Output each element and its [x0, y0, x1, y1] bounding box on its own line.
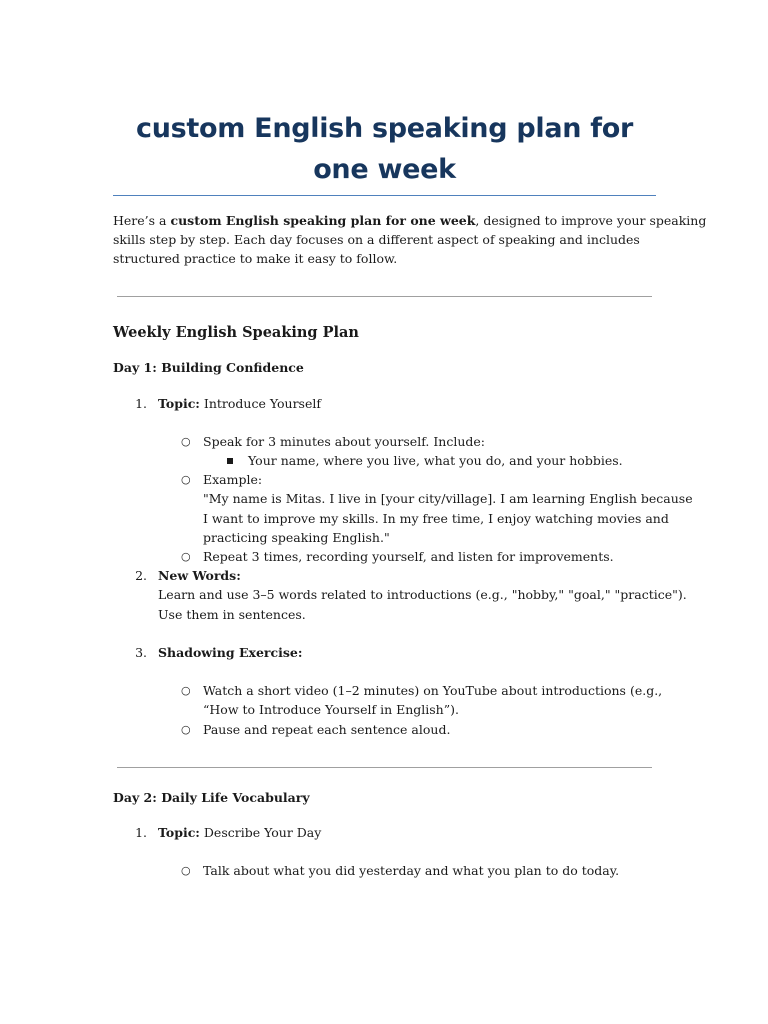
circle-bullet-icon: ○	[181, 684, 191, 697]
sub-item: Talk about what you did yesterday and what you plan to do today.	[203, 863, 620, 878]
sub-item: Pause and repeat each sentence aloud.	[203, 722, 451, 737]
intro-line-1	[113, 211, 706, 230]
section-divider	[117, 767, 652, 768]
sub-item: Watch a short video (1–2 minutes) on YouTube about introductions (e.g.,	[203, 683, 663, 698]
circle-bullet-icon: ○	[181, 550, 191, 563]
sub-item-cont: “How to Introduce Yourself in English”).	[203, 702, 459, 717]
intro-line-3: structured practice to make it easy to follow.	[113, 251, 398, 266]
square-bullet-icon	[227, 458, 233, 464]
new-words-line-1: Learn and use 3–5 words related to introductions (e.g., "hobby," "goal," "practice").	[158, 587, 687, 602]
day1-heading: Day 1: Building Confidence	[113, 360, 304, 375]
example-line-3: practicing speaking English."	[203, 530, 390, 545]
example-line-2: I want to improve my skills. In my free time, I enjoy watching movies and	[203, 511, 669, 526]
list-item-topic	[158, 394, 321, 413]
list-number: 1.	[135, 396, 147, 411]
example-line-1: "My name is Mitas. I live in [your city/village]. I am learning English because	[203, 491, 693, 506]
sub-sub-item: Your name, where you live, what you do, and your hobbies.	[248, 453, 623, 468]
title-underline	[113, 195, 656, 196]
intro-line-2: skills step by step. Each day focuses on a different aspect of speaking and includes	[113, 232, 640, 247]
topic-label: Topic:	[158, 825, 200, 840]
sub-item: Repeat 3 times, recording yourself, and listen for improvements.	[203, 549, 614, 564]
list-number: 3.	[135, 645, 147, 660]
circle-bullet-icon: ○	[181, 473, 191, 486]
intro-pre: Here’s a	[113, 213, 171, 228]
topic-label: Topic:	[158, 396, 200, 411]
plan-heading: Weekly English Speaking Plan	[113, 324, 359, 341]
list-number: 1.	[135, 825, 147, 840]
circle-bullet-icon: ○	[181, 435, 191, 448]
document-title: custom English speaking plan for one week	[135, 113, 633, 185]
new-words-label: New Words:	[158, 568, 241, 583]
day2-heading: Day 2: Daily Life Vocabulary	[113, 790, 310, 805]
shadowing-label: Shadowing Exercise:	[158, 645, 303, 660]
topic-text: Introduce Yourself	[199, 396, 321, 411]
section-divider	[117, 296, 652, 297]
list-item-topic	[158, 823, 321, 842]
topic-text: Describe Your Day	[199, 825, 322, 840]
new-words-line-2: Use them in sentences.	[158, 607, 306, 622]
intro-post: , designed to improve your speaking	[475, 213, 707, 228]
circle-bullet-icon: ○	[181, 723, 191, 736]
circle-bullet-icon: ○	[181, 864, 191, 877]
sub-item: Example:	[203, 472, 263, 487]
list-number: 2.	[135, 568, 147, 583]
sub-item: Speak for 3 minutes about yourself. Include:	[203, 434, 485, 449]
intro-bold: custom English speaking plan for one week	[170, 213, 476, 228]
